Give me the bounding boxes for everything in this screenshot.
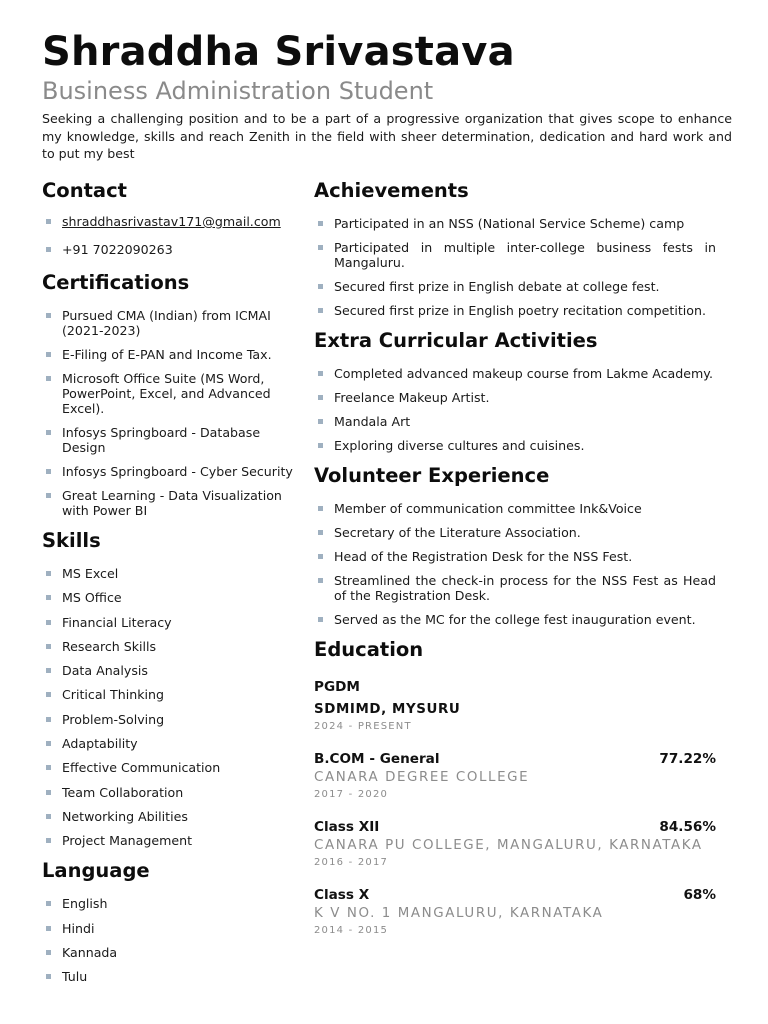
extracurricular-heading: Extra Curricular Activities <box>314 329 598 352</box>
certification-item: E-Filing of E-PAN and Income Tax. <box>42 347 298 362</box>
education-institution: CANARA PU COLLEGE, MANGALURU, KARNATAKA <box>314 838 703 853</box>
language-item: Hindi <box>42 921 298 936</box>
candidate-role: Business Administration Student <box>42 77 434 105</box>
extracurricular-item: Freelance Makeup Artist. <box>314 390 716 405</box>
language-item: Tulu <box>42 969 298 984</box>
extracurricular-item: Exploring diverse cultures and cuisines. <box>314 438 716 453</box>
volunteer-heading: Volunteer Experience <box>314 464 550 487</box>
education-score: 84.56% <box>659 819 716 835</box>
education-section <box>314 637 716 939</box>
education-institution: K V NO. 1 MANGALURU, KARNATAKA <box>314 906 604 921</box>
education-years: 2024 - PRESENT <box>314 721 412 732</box>
certifications-section <box>42 270 298 518</box>
language-item: English <box>42 896 298 911</box>
language-section <box>42 858 298 984</box>
achievements-section <box>314 178 716 318</box>
extracurricular-item: Completed advanced makeup course from Lakme Academy. <box>314 366 716 381</box>
certification-item: Infosys Springboard - Cyber Security <box>42 464 298 479</box>
education-years: 2017 - 2020 <box>314 789 389 800</box>
skill-item: Adaptability <box>42 736 298 751</box>
education-degree: Class XII <box>314 819 380 835</box>
volunteer-section <box>314 463 716 627</box>
resume-header <box>42 30 732 163</box>
achievements-list <box>314 216 716 318</box>
education-years: 2014 - 2015 <box>314 925 389 936</box>
contact-section <box>42 178 298 257</box>
volunteer-item: Member of communication committee Ink&Voice <box>314 501 716 516</box>
education-institution: SDMIMD, MYSURU <box>314 702 461 717</box>
education-degree: B.COM - General <box>314 751 440 767</box>
achievement-item: Participated in an NSS (National Service Scheme) camp <box>314 216 716 231</box>
achievement-item: Secured first prize in English poetry recitation competition. <box>314 303 716 318</box>
education-score: 68% <box>683 887 716 903</box>
extracurricular-list <box>314 366 716 453</box>
education-entry <box>314 885 716 939</box>
skill-item: Problem-Solving <box>42 712 298 727</box>
education-degree: Class X <box>314 887 370 903</box>
skills-list <box>42 566 298 848</box>
certifications-heading: Certifications <box>42 271 190 294</box>
skill-item: Data Analysis <box>42 663 298 678</box>
volunteer-item: Served as the MC for the college fest inauguration event. <box>314 612 716 627</box>
skill-item: MS Office <box>42 590 298 605</box>
achievement-item: Secured first prize in English debate at college fest. <box>314 279 716 294</box>
career-objective: Seeking a challenging position and to be a part of a progressive organization that gives scope to enhance my knowledge, skills and reach Zenith in the field with sheer determination, dedication and hard work and to put my best <box>42 111 732 161</box>
language-list <box>42 896 298 984</box>
skill-item: Effective Communication <box>42 760 298 775</box>
education-years: 2016 - 2017 <box>314 857 389 868</box>
volunteer-item: Head of the Registration Desk for the NSS Fest. <box>314 549 716 564</box>
skills-section <box>42 528 298 848</box>
certifications-list <box>42 308 298 518</box>
skill-item: Team Collaboration <box>42 785 298 800</box>
volunteer-item: Streamlined the check-in process for the NSS Fest as Head of the Registration Desk. <box>314 573 716 603</box>
language-heading: Language <box>42 859 150 883</box>
right-column <box>314 178 716 939</box>
certification-item: Microsoft Office Suite (MS Word, PowerPoint, Excel, and Advanced Excel). <box>42 371 298 416</box>
skill-item: Critical Thinking <box>42 687 298 702</box>
email-link[interactable]: shraddhasrivastav171@gmail.com <box>42 214 298 229</box>
phone-number: +91 7022090263 <box>42 242 298 257</box>
certification-item: Infosys Springboard - Database Design <box>42 425 298 455</box>
education-entry <box>314 749 716 803</box>
certification-item: Pursued CMA (Indian) from ICMAI (2021-2023) <box>42 308 298 338</box>
candidate-name: Shraddha Srivastava <box>42 29 515 75</box>
extracurricular-section <box>314 328 716 453</box>
achievements-heading: Achievements <box>314 179 469 202</box>
language-item: Kannada <box>42 945 298 960</box>
education-score: 77.22% <box>659 751 716 767</box>
skill-item: Financial Literacy <box>42 615 298 630</box>
education-heading: Education <box>314 638 424 661</box>
education-entry <box>314 677 716 735</box>
skill-item: Project Management <box>42 833 298 848</box>
skill-item: Networking Abilities <box>42 809 298 824</box>
volunteer-list <box>314 501 716 627</box>
achievement-item: Participated in multiple inter-college business fests in Mangaluru. <box>314 240 716 270</box>
contact-list <box>42 214 298 257</box>
skills-heading: Skills <box>42 529 101 552</box>
skill-item: Research Skills <box>42 639 298 654</box>
extracurricular-item: Mandala Art <box>314 414 716 429</box>
education-entry <box>314 817 716 871</box>
contact-heading: Contact <box>42 179 127 202</box>
education-degree: PGDM <box>314 679 360 695</box>
education-institution: CANARA DEGREE COLLEGE <box>314 770 530 785</box>
left-column <box>42 178 298 993</box>
volunteer-item: Secretary of the Literature Association. <box>314 525 716 540</box>
certification-item: Great Learning - Data Visualization with Power BI <box>42 488 298 518</box>
skill-item: MS Excel <box>42 566 298 581</box>
